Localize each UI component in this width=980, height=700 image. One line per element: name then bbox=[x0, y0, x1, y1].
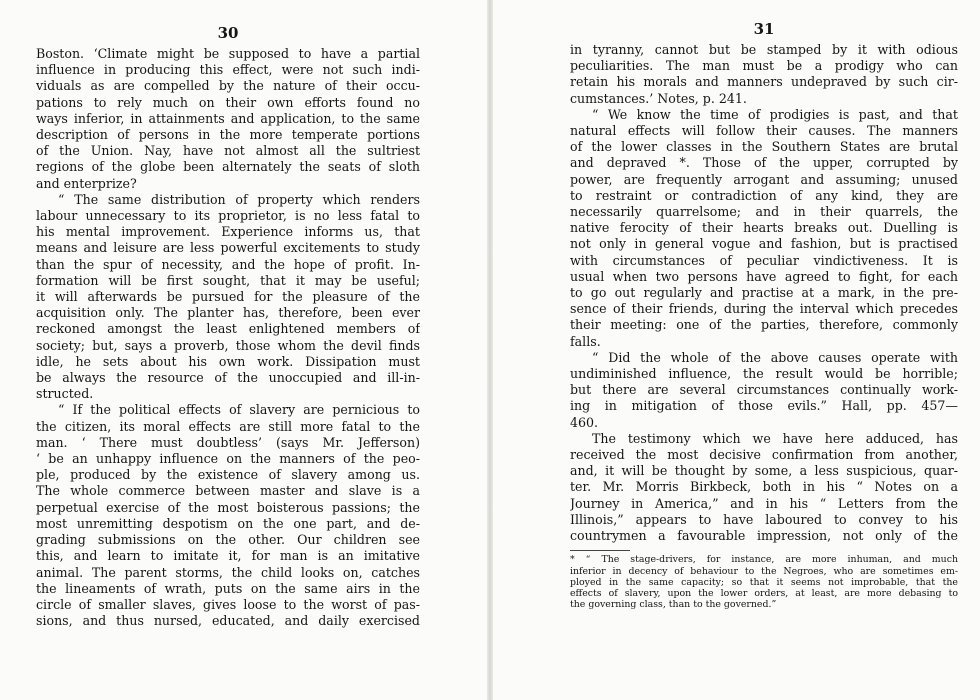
text-line: formation will be first sought, that it may be useful; bbox=[36, 272, 420, 288]
text-line: “ The same distribution of property which renders bbox=[58, 191, 420, 207]
footnote-rule bbox=[570, 550, 630, 551]
text-line: structed. bbox=[36, 386, 94, 402]
text-line: and depraved *. Those of the upper, corrupted by bbox=[570, 155, 958, 171]
text-line: his mental improvement. Experience informs us, that bbox=[36, 224, 420, 240]
text-line: acquisition only. The planter has, therefore, been ever bbox=[36, 305, 420, 321]
text-line: The whole commerce between master and slave is a bbox=[36, 483, 420, 499]
text-line: 460. bbox=[570, 414, 599, 430]
text-line: the citizen, its moral effects are still more fatal to the bbox=[36, 418, 420, 434]
text-line: ple, produced by the existence of slavery among us. bbox=[36, 467, 420, 483]
text-line: of the lower classes in the Southern States are brutal bbox=[570, 139, 958, 155]
text-line: Journey in America,” and in his “ Letters from the bbox=[570, 495, 958, 511]
text-line: cumstances.’ Notes, p. 241. bbox=[570, 90, 747, 106]
text-line: native ferocity of their hearts breaks out. Duelling is bbox=[570, 220, 958, 236]
text-line: ter. Mr. Morris Birkbeck, both in his “ Notes on a bbox=[570, 479, 958, 495]
text-line: retain his morals and manners undepraved by such cir- bbox=[570, 74, 958, 90]
text-line: idle, he sets about his own work. Dissipation must bbox=[36, 353, 420, 369]
text-line: “ Did the whole of the above causes operate with bbox=[592, 349, 958, 365]
text-line: means and leisure are less powerful excitements to study bbox=[36, 240, 420, 256]
text-line: usual when two persons have agreed to fight, for each bbox=[570, 268, 958, 284]
text-line: the lineaments of wrath, puts on the same airs in the bbox=[36, 580, 420, 596]
text-line: power, are frequently arrogant and assuming; unused bbox=[570, 171, 958, 187]
text-line: and enterprize? bbox=[36, 175, 137, 191]
text-line: necessarily quarrelsome; and in their quarrels, the bbox=[570, 204, 958, 220]
text-line: not only in general vogue and fashion, but is practised bbox=[570, 236, 958, 252]
text-line: reckoned amongst the least enlightened members of bbox=[36, 321, 420, 337]
text-line: be always the resource of the unoccupied and ill-in- bbox=[36, 370, 420, 386]
text-line: their meeting: one of the parties, therefore, commonly bbox=[570, 317, 958, 333]
text-line: society; but, says a proverb, those whom the devil finds bbox=[36, 337, 420, 353]
text-line: with circumstances of peculiar vindictiveness. It is bbox=[570, 252, 958, 268]
text-line: ‘ be an unhappy influence on the manners of the peo- bbox=[36, 451, 420, 467]
text-line: and, it will be thought by some, a less suspicious, quar- bbox=[570, 463, 958, 479]
page-number-left: 30 bbox=[217, 24, 239, 42]
text-line: countrymen a favourable impression, not only of the bbox=[570, 528, 958, 544]
text-line: most unremitting despotism on the one part, and de- bbox=[36, 515, 420, 531]
text-line: Boston. ‘Climate might be supposed to have a partial bbox=[36, 46, 420, 61]
text-line: labour unnecessary to its proprietor, is no less fatal to bbox=[36, 208, 420, 224]
text-line: Illinois,” appears to have laboured to convey to his bbox=[570, 511, 958, 527]
text-line: than the spur of necessity, and the hope of profit. In- bbox=[36, 256, 420, 272]
text-line: description of persons in the more temperate portions bbox=[36, 127, 420, 143]
text-line: this, and learn to imitate it, for man is an imitative bbox=[36, 548, 420, 564]
text-line: man. ‘ There must doubtless’ (says Mr. Jefferson) bbox=[36, 434, 420, 450]
text-line: grading submissions on the other. Our children see bbox=[36, 532, 420, 548]
text-line: falls. bbox=[570, 333, 601, 349]
footnote-line: inferior in decency of behaviour to the Negroes, who are sometimes em- bbox=[570, 565, 958, 577]
text-line: undiminished influence, the result would be horrible; bbox=[570, 366, 958, 382]
footnote-line: * “ The stage-drivers, for instance, are more inhuman, and much bbox=[570, 554, 958, 566]
text-line: of the Union. Nay, have not almost all the sultriest bbox=[36, 143, 420, 159]
text-line: animal. The parent storms, the child looks on, catches bbox=[36, 564, 420, 580]
footnote-line: the governing class, than to the governed.” bbox=[570, 599, 777, 611]
text-line: received the most decisive confirmation from another, bbox=[570, 447, 958, 463]
text-line: “ We know the time of prodigies is past, and that bbox=[592, 106, 958, 122]
text-line: regions of the globe been alternately the seats of sloth bbox=[36, 159, 420, 175]
text-line: peculiarities. The man must be a prodigy who can bbox=[570, 58, 958, 74]
text-line: in tyranny, cannot but be stamped by it with odious bbox=[570, 42, 958, 57]
text-line: pations to rely much on their own efforts found no bbox=[36, 94, 420, 110]
footnote bbox=[570, 554, 958, 610]
text-line: viduals as are compelled by the nature of their occu- bbox=[36, 78, 420, 94]
text-line: to restraint or contradiction of any kind, they are bbox=[570, 187, 958, 203]
text-line: “ If the political effects of slavery are pernicious to bbox=[58, 402, 420, 418]
footnote-line: effects of slavery, upon the lower orders, at least, are more debasing to bbox=[570, 587, 958, 599]
text-line: sence of their friends, during the interval which precedes bbox=[570, 301, 958, 317]
right-page-body bbox=[570, 42, 958, 544]
text-line: circle of smaller slaves, gives loose to the worst of pas- bbox=[36, 596, 420, 612]
text-line: influence in producing this effect, were not such indi- bbox=[36, 62, 420, 78]
footnote-line: ployed in the same capacity; so that it seems not improbable, that the bbox=[570, 576, 958, 588]
text-line: ing in mitigation of those evils.” Hall, pp. 457— bbox=[570, 398, 958, 414]
left-page-body bbox=[36, 46, 420, 629]
page-number-right: 31 bbox=[753, 20, 775, 38]
text-line: The testimony which we have here adduced, has bbox=[592, 430, 958, 446]
text-line: but there are several circumstances continually work- bbox=[570, 382, 958, 398]
text-line: sions, and thus nursed, educated, and daily exercised bbox=[36, 613, 420, 629]
right-page bbox=[490, 0, 980, 700]
text-line: it will afterwards be pursued for the pleasure of the bbox=[36, 289, 420, 305]
text-line: natural effects will follow their causes. The manners bbox=[570, 123, 958, 139]
text-line: perpetual exercise of the most boisterous passions; the bbox=[36, 499, 420, 515]
text-line: ways inferior, in attainments and application, to the same bbox=[36, 110, 420, 126]
text-line: to go out regularly and practise at a mark, in the pre- bbox=[570, 285, 958, 301]
